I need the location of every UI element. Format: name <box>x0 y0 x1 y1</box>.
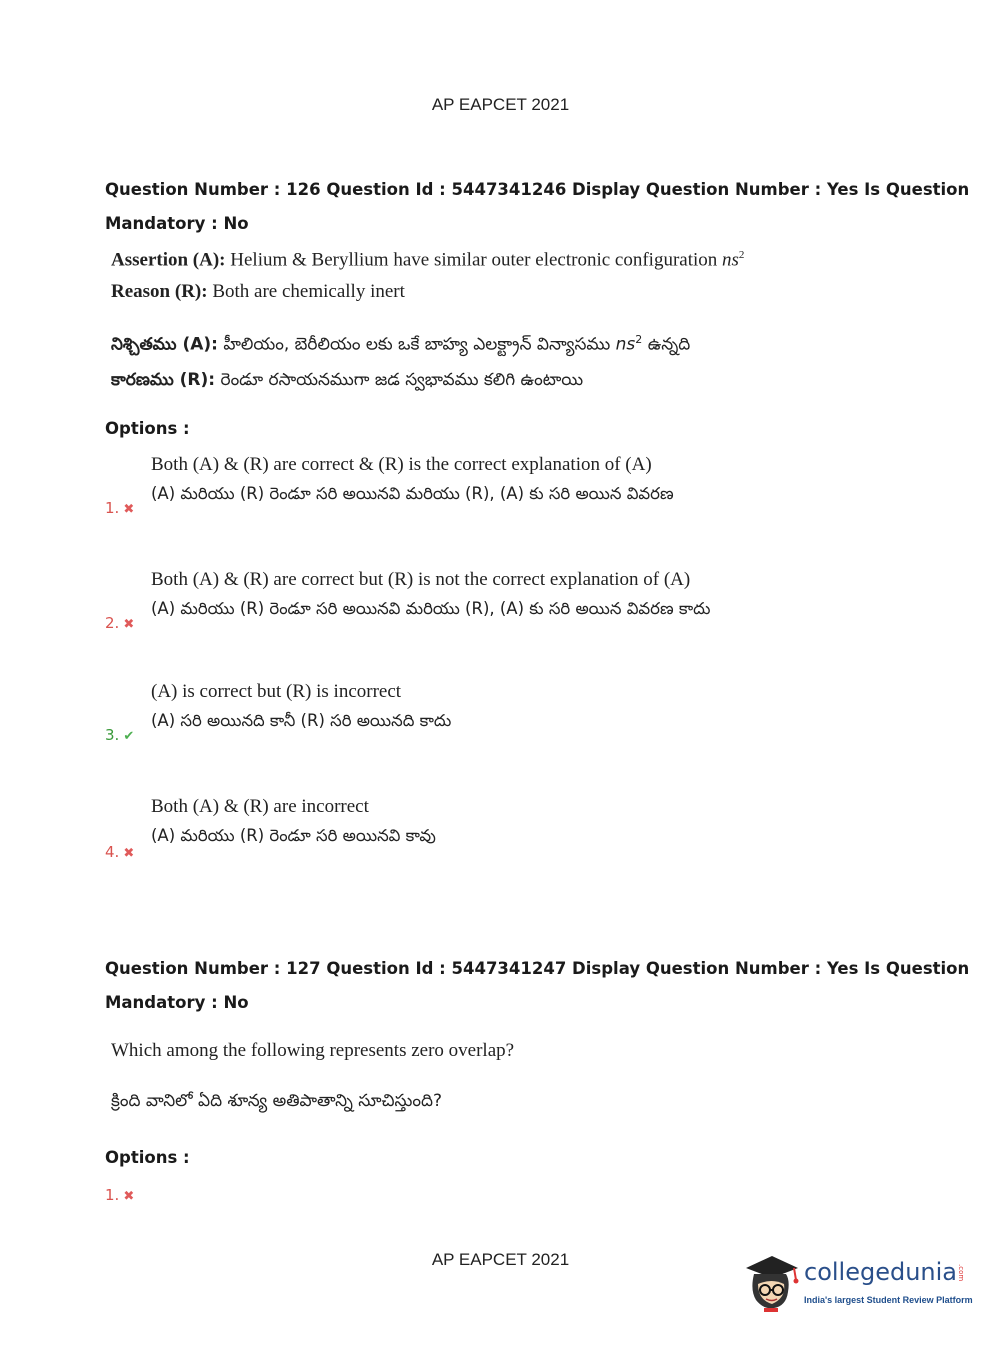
option-3-en: (A) is correct but (R) is incorrect <box>151 681 402 702</box>
question-126-mandatory: Mandatory : No <box>105 214 249 233</box>
option-3-number: 3. ✔ <box>105 726 135 744</box>
logo-name: collegedunia <box>804 1258 958 1286</box>
page-header-title: AP EAPCET 2021 <box>431 95 570 114</box>
collegedunia-logo <box>742 1248 972 1318</box>
assertion-en: Assertion (A): Helium & Beryllium have similar outer electronic configuration $ns^2$ <box>111 249 745 271</box>
option-1-te: (A) మరియు (R) రెండూ సరి అయినవి మరియు (R), (A) కు సరి అయిన వివరణ <box>151 484 674 503</box>
options-label-127: Options : <box>105 1148 190 1167</box>
question-126-meta: Question Number : 126 Question Id : 5447341246 Display Question Number : Yes Is Question <box>105 180 970 199</box>
option-2-en: Both (A) & (R) are correct but (R) is not the correct explanation of (A) <box>151 569 691 590</box>
option-4-te: (A) మరియు (R) రెండూ సరి అయినవి కావు <box>151 826 436 845</box>
assertion-te: నిశ్చితము (A): హీలియం, బెరీలియం లకు ఒకే బాహ్య ఎలక్ట్రాన్ విన్యాసము $ns^2$ ఉన్నది <box>111 333 691 355</box>
q127-option-1-number: 1. ✖ <box>105 1186 135 1204</box>
reason-te: కారణము (R): రెండూ రసాయనముగా జడ స్వభావము కలిగి ఉంటాయి <box>111 370 584 390</box>
question-127-mandatory: Mandatory : No <box>105 993 249 1012</box>
page-footer-title: AP EAPCET 2021 <box>431 1250 570 1269</box>
option-1-en: Both (A) & (R) are correct & (R) is the correct explanation of (A) <box>151 454 652 475</box>
wrong-cross-icon: ✖ <box>123 1189 135 1204</box>
wrong-cross-icon: ✖ <box>123 846 135 861</box>
question-127-en: Which among the following represents zero overlap? <box>111 1040 515 1061</box>
option-2-number: 2. ✖ <box>105 614 135 632</box>
option-3-te: (A) సరి అయినది కానీ (R) సరి అయినది కాదు <box>151 711 452 730</box>
logo-suffix: .com <box>957 1264 966 1282</box>
wrong-cross-icon: ✖ <box>123 502 135 517</box>
question-127-te: క్రింది వానిలో ఏది శూన్య అతిపాతాన్ని సూచిస్తుంది? <box>111 1091 443 1111</box>
question-127-meta: Question Number : 127 Question Id : 5447341247 Display Question Number : Yes Is Question <box>105 959 970 978</box>
graduate-mascot-icon <box>742 1250 802 1314</box>
option-2-te: (A) మరియు (R) రెండూ సరి అయినవి మరియు (R), (A) కు సరి అయిన వివరణ కాదు <box>151 599 711 618</box>
option-4-en: Both (A) & (R) are incorrect <box>151 796 369 817</box>
option-4-number: 4. ✖ <box>105 843 135 861</box>
reason-en: Reason (R): Both are chemically inert <box>111 281 405 302</box>
logo-tagline: India's largest Student Review Platform <box>804 1295 973 1305</box>
option-1-number: 1. ✖ <box>105 499 135 517</box>
wrong-cross-icon: ✖ <box>123 617 135 632</box>
options-label: Options : <box>105 419 190 438</box>
correct-check-icon: ✔ <box>123 729 135 744</box>
